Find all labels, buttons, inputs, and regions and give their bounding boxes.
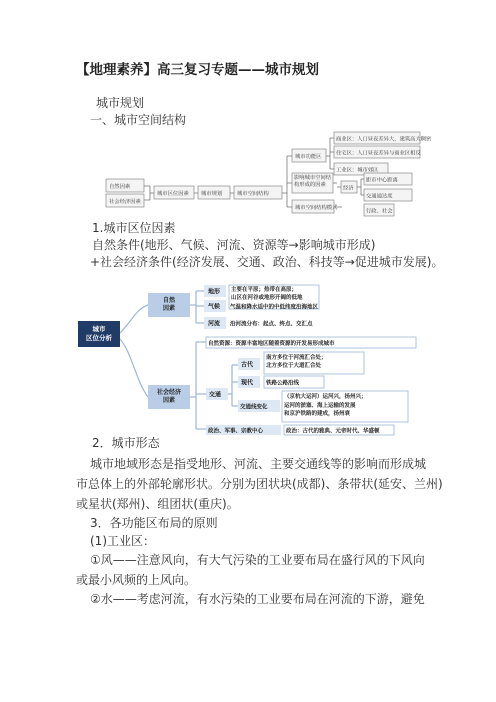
ancient-desc: 南方多位于河流汇合处； 北方多位于大道汇合处 (266, 355, 327, 369)
change-desc: （京杭大运河）运河兴，扬州兴； 运河的淤塞、海上运输的发展 和京沪铁路的建成，扬州衰 (284, 394, 367, 417)
location-analysis-diagram (76, 281, 416, 435)
resources-desc: 自然资源：资源丰富地区随着资源的开发易形成城市 (208, 341, 335, 347)
location-factors-box: 城市区位因素 (157, 191, 189, 197)
structure-model-box: 城市空间结构模式 (295, 205, 338, 211)
document-title: 【地理素养】高三复习专题——城市规划 (76, 62, 319, 78)
paragraph-line: 或最小风频的上风向。 (76, 573, 197, 587)
residential-zone-box: 住宅区：人口昼夜差异与商业区相反 (336, 150, 421, 157)
climate-node: 气候 (208, 303, 221, 311)
heading-location-factors: 1.城市区位因素 (92, 221, 176, 235)
climate-desc: 气温和降水适中的中低纬度沿海地区 (230, 304, 319, 311)
terrain-desc: 主要在平原；热带在高原； 山区在河谷或地形开阔的低地 (231, 287, 303, 301)
politics-desc: 政治：古代的雅典、元帝时代、华盛顿 (286, 428, 380, 435)
root-location-analysis: 城市 区位分析 (86, 325, 112, 342)
social-factors-node: 社会经济 因素 (156, 389, 181, 404)
paragraph-line: ①风——注意风向，有大气污染的工业要布局在盛行风的下风向 (90, 553, 425, 567)
section-heading: 城市规划 (96, 96, 145, 110)
text-social-conditions: +社会经济条件(经济发展、交通、政治、科技等→促进城市发展)。 (90, 255, 444, 269)
influence-factors-box: 影响城市空间结构形成的因素 (294, 175, 332, 188)
subheading-industrial: (1)工业区： (90, 534, 155, 548)
paragraph-line: 市总体上的外部轮廓形状。分别为团状块(成都)、条带状(延安、兰州) (76, 477, 443, 491)
social-factors-box: 社会经济因素 (109, 199, 141, 205)
heading-layout-principles: 3．各功能区布局的原则 (90, 516, 218, 530)
paragraph-line: ②水——考虑河流，有水污染的工业要布局在河流的下游，避免 (90, 592, 425, 606)
ancient-node: 古代 (241, 361, 254, 369)
natural-factors-box: 自然因素 (109, 184, 131, 190)
heading-city-form: 2．城市形态 (92, 436, 160, 450)
commercial-zone-box: 商业区：人口昼夜差异大，建筑高大稠密 (336, 136, 432, 143)
modern-desc: 铁路公路沿线 (266, 380, 300, 387)
functional-zones-box: 城市功能区 (295, 154, 322, 160)
industrial-zone-box: 工业区：城市郊区 (336, 167, 379, 174)
heading-spatial-structure: 一、城市空间结构 (90, 113, 187, 127)
change-node: 交通线变化 (240, 404, 268, 411)
politics-node: 政治、军事、宗教中心 (208, 428, 264, 435)
spatial-structure-diagram (106, 124, 432, 216)
river-desc: 沿河流分布：起点、终点、交汇点 (230, 321, 313, 328)
terrain-node: 地形 (208, 288, 221, 296)
transport-node: 交通 (209, 391, 222, 399)
natural-factors-node: 自然 因素 (162, 297, 175, 312)
planning-box: 城市规划 (201, 191, 223, 197)
paragraph-line: 或星状(郑州)、组团状(重庆)。 (76, 497, 239, 511)
accessibility-box: 交通通达度 (366, 193, 393, 200)
paragraph-line: 城市地域形态是指受地形、河流、主要交通线等的影响而形成城 (90, 457, 427, 471)
economy-box: 经济 (343, 185, 354, 192)
text-natural-conditions: 自然条件(地形、气候、河流、资源等→影响城市形成) (92, 238, 376, 252)
spatial-structure-box: 城市空间结构 (237, 191, 269, 197)
river-node: 河流 (208, 320, 221, 328)
admin-box: 行政、社会 (366, 208, 393, 215)
distance-box: 距市中心距离 (366, 177, 398, 184)
modern-node: 现代 (241, 379, 254, 387)
